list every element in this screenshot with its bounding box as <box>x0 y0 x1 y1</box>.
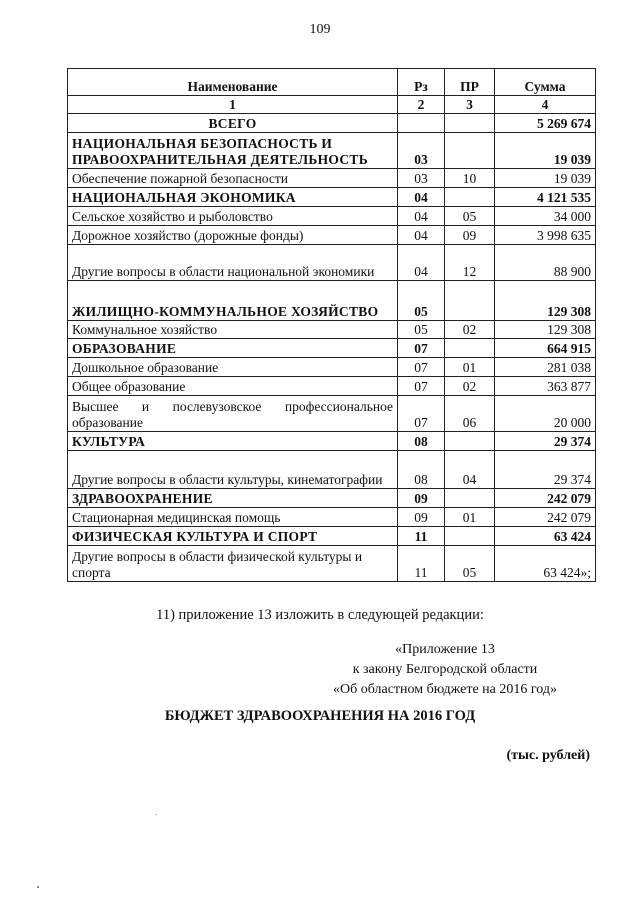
appendix-line-3: «Об областном бюджете на 2016 год» <box>333 682 557 697</box>
row-rz: 03 <box>398 133 445 169</box>
row-name: Другие вопросы в области культуры, кинематографии <box>68 451 398 489</box>
row-rz: 09 <box>398 508 445 527</box>
row-rz: 11 <box>398 527 445 546</box>
table-row <box>68 432 596 451</box>
row-pr: 02 <box>445 321 495 339</box>
table-row <box>68 358 596 377</box>
table-row <box>68 169 596 188</box>
row-pr <box>445 188 495 207</box>
appendix-line-2: к закону Белгородской области <box>352 662 538 677</box>
row-sum: 129 308 <box>495 321 596 339</box>
row-rz: 11 <box>398 546 445 582</box>
row-pr: 01 <box>445 358 495 377</box>
row-rz: 08 <box>398 451 445 489</box>
row-name: Дошкольное образование <box>68 358 398 377</box>
row-pr: 10 <box>445 169 495 188</box>
document-title: БЮДЖЕТ ЗДРАВООХРАНЕНИЯ НА 2016 ГОД <box>164 708 476 724</box>
col-number-name: 1 <box>68 96 398 114</box>
amendment-instruction: 11) приложение 13 изложить в следующей редакции: <box>156 607 484 623</box>
row-rz: 04 <box>398 188 445 207</box>
col-number-sum: 4 <box>495 96 596 114</box>
row-name: Сельское хозяйство и рыболовство <box>68 207 398 226</box>
row-pr: 09 <box>445 226 495 245</box>
row-rz: 07 <box>398 377 445 396</box>
row-name: ЖИЛИЩНО-КОММУНАЛЬНОЕ ХОЗЯЙСТВО <box>68 281 398 321</box>
row-sum: 5 269 674 <box>495 114 596 133</box>
row-sum: 29 374 <box>495 432 596 451</box>
header-sum: Сумма <box>495 69 596 96</box>
row-name: ОБРАЗОВАНИЕ <box>68 339 398 358</box>
row-rz: 08 <box>398 432 445 451</box>
row-name: Обеспечение пожарной безопасности <box>68 169 398 188</box>
row-pr: 04 <box>445 451 495 489</box>
header-rz: Рз <box>398 69 445 96</box>
table-row <box>68 281 596 321</box>
row-rz: 07 <box>398 358 445 377</box>
row-sum: 363 877 <box>495 377 596 396</box>
table-row <box>68 508 596 527</box>
row-name: Коммунальное хозяйство <box>68 321 398 339</box>
appendix-line-1: «Приложение 13 <box>395 642 495 657</box>
header-pr: ПР <box>445 69 495 96</box>
row-rz: 05 <box>398 281 445 321</box>
row-sum: 281 038 <box>495 358 596 377</box>
header-name: Наименование <box>68 69 398 96</box>
col-number-pr: 3 <box>445 96 495 114</box>
table-row <box>68 489 596 508</box>
row-name: Высшее и послевузовское профессиональное образование <box>68 396 398 432</box>
appendix-heading <box>300 640 590 700</box>
budget-table <box>67 68 596 582</box>
table-row <box>68 339 596 358</box>
row-rz: 04 <box>398 207 445 226</box>
row-pr <box>445 432 495 451</box>
row-pr: 06 <box>445 396 495 432</box>
row-pr <box>445 489 495 508</box>
row-sum: 242 079 <box>495 508 596 527</box>
row-sum: 664 915 <box>495 339 596 358</box>
row-sum: 34 000 <box>495 207 596 226</box>
row-name: ЗДРАВООХРАНЕНИЕ <box>68 489 398 508</box>
row-sum: 4 121 535 <box>495 188 596 207</box>
table-row <box>68 321 596 339</box>
row-sum: 63 424 <box>495 527 596 546</box>
row-sum: 88 900 <box>495 245 596 281</box>
table-row <box>68 527 596 546</box>
row-name: НАЦИОНАЛЬНАЯ БЕЗОПАСНОСТЬ И ПРАВООХРАНИТЕЛЬНАЯ ДЕЯТЕЛЬНОСТЬ <box>68 133 398 169</box>
row-pr: 05 <box>445 207 495 226</box>
row-sum: 20 000 <box>495 396 596 432</box>
row-name: НАЦИОНАЛЬНАЯ ЭКОНОМИКА <box>68 188 398 207</box>
row-sum: 19 039 <box>495 169 596 188</box>
row-sum: 19 039 <box>495 133 596 169</box>
column-number-row <box>68 96 596 114</box>
row-rz: 03 <box>398 169 445 188</box>
row-rz <box>398 114 445 133</box>
row-rz: 05 <box>398 321 445 339</box>
table-row <box>68 133 596 169</box>
row-pr <box>445 114 495 133</box>
table-row <box>68 546 596 582</box>
scan-speck <box>37 886 39 888</box>
row-name: КУЛЬТУРА <box>68 432 398 451</box>
table-row <box>68 377 596 396</box>
row-name: Дорожное хозяйство (дорожные фонды) <box>68 226 398 245</box>
row-rz: 09 <box>398 489 445 508</box>
scan-speck <box>156 814 157 815</box>
row-rz: 07 <box>398 339 445 358</box>
row-name: Другие вопросы в области национальной экономики <box>68 245 398 281</box>
row-rz: 04 <box>398 226 445 245</box>
row-pr <box>445 133 495 169</box>
row-pr <box>445 281 495 321</box>
row-name: ВСЕГО <box>68 114 398 133</box>
table-header-row <box>68 69 596 96</box>
row-pr <box>445 527 495 546</box>
row-name: Общее образование <box>68 377 398 396</box>
row-sum: 242 079 <box>495 489 596 508</box>
page-number: 109 <box>309 22 331 37</box>
row-pr: 01 <box>445 508 495 527</box>
row-pr: 02 <box>445 377 495 396</box>
row-sum: 129 308 <box>495 281 596 321</box>
row-pr: 05 <box>445 546 495 582</box>
table-row <box>68 245 596 281</box>
row-name: Другие вопросы в области физической культуры и спорта <box>68 546 398 582</box>
row-rz: 04 <box>398 245 445 281</box>
table-row <box>68 226 596 245</box>
table-row <box>68 396 596 432</box>
row-name: ФИЗИЧЕСКАЯ КУЛЬТУРА И СПОРТ <box>68 527 398 546</box>
col-number-rz: 2 <box>398 96 445 114</box>
row-name: Стационарная медицинская помощь <box>68 508 398 527</box>
table-row <box>68 451 596 489</box>
table-row <box>68 207 596 226</box>
row-rz: 07 <box>398 396 445 432</box>
row-sum: 63 424»; <box>495 546 596 582</box>
row-sum: 3 998 635 <box>495 226 596 245</box>
row-pr: 12 <box>445 245 495 281</box>
table-row <box>68 114 596 133</box>
row-pr <box>445 339 495 358</box>
row-sum: 29 374 <box>495 451 596 489</box>
units-label: (тыс. рублей) <box>506 748 590 763</box>
table-row <box>68 188 596 207</box>
